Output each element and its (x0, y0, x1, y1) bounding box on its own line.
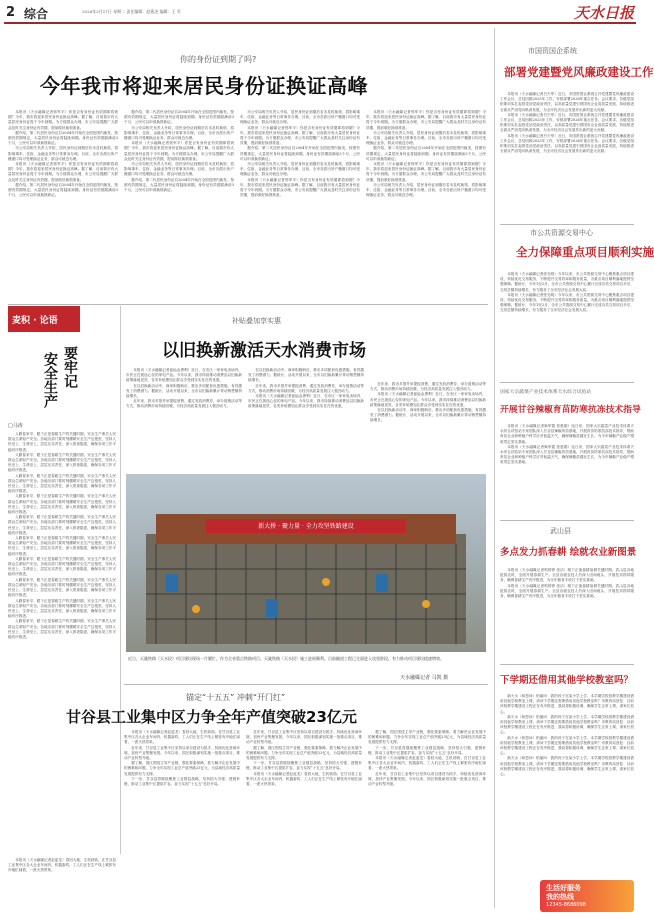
party-para: 本报讯（天水融媒记者吕天军）近日，市国资国企系统召开党建暨党风廉政建设工作会议，总结回顾2025年工作，安排部署2026年重点任务。会议要求，各级党组织要切实扛起管党治党政治责任，以高质量党建引领国有企业高质量发展，持续推进全面从严治党向纵深发展，为全市经济社会发展作出新的更大贡献。 (500, 92, 634, 112)
wushan-para: 本报讯（天水融媒记者郭婷婷 张洁）眼下正值春耕备耕关键时期，武山县各地抢抓农时，全面开展春耕生产。全县各级农技人员深入田间地头，开展技术指导服务，确保春耕生产有序推进，为全年粮食丰收打下坚实基础。 (500, 583, 634, 599)
id-card-para: 据介绍，第二代居民身份证自2004年开始在全国范围内换发，按照有效期规定，大量居民身份证将陆续到期。身份证有效期届满前3个月，公民可以申请换领新证。 (8, 182, 118, 198)
photo-credit: 天水融媒记者 马凯 摄 (400, 675, 449, 681)
wushan-title: 多点发力抓春耕 绘就农业新图景 (500, 547, 637, 558)
party-para: 本报讯（天水融媒记者吕天军）近日，市国资国企系统召开党建暨党风廉政建设工作会议，总结回顾2025年工作，安排部署2026年重点任务。会议要求，各级党组织要切实扛起管党治党政治责任，以高质量党建引领国有企业高质量发展，持续推进全面从严治党向纵深发展，为全市经济社会发展作出新的更大贡献。 (500, 133, 634, 154)
school-body (500, 694, 634, 878)
id-card-para: 市公安局相关负责人介绍，居民身份证到期后若未及时换领，将影响乘车、住宿、金融业务等日常事务办理。目前，全市各派出所户籍窗口均可受理换证业务，群众可就近办理。 (124, 125, 234, 141)
consume-para: 在以旧换新活动中，商家积极响应，推出多项配套优惠措施，有效激发了消费潜力。据统计，活动开展以来，全市以旧换新累计带动销售额持续增长。 (248, 368, 364, 383)
id-card-para: 本报讯（天水融媒记者郭军平）你是否有身份证有效期即将到期？今年，我市将迎来居民身份证换证高峰。据了解，目前我市有大量居民身份证将于今年到期。为方便群众办理，市公安局提醒广大群众及时关注身份证有效期，提前做好换领准备。 (124, 141, 234, 161)
construction-photo (126, 474, 486, 652)
id-card-col3 (240, 110, 360, 300)
id-card-para: 本报讯（天水融媒记者郭军平）你是否有身份证有效期即将到期？今年，我市将迎来居民身份证换证高峰。据了解，目前我市有大量居民身份证将于今年到期。为方便群众办理，市公安局提醒广大群众及时关注身份证有效期，提前做好换领准备。 (366, 162, 486, 182)
consume-banner (368, 366, 482, 378)
anquan-para: 人勤春来早，眼下正是春耕生产的关键时期，安全生产事关人民群众生命财产安全。各地各部门要时刻绷紧安全生产这根弦，坚持人民至上、生命至上，层层压实责任，深入排查隐患，确保各项工作平稳有序推进。 (8, 556, 116, 577)
consume-para: 本报讯（天水融媒记者崔灿金勇利）近日，在市区一家家电卖场内，市民正在挑选心仪的家电产品。今年以来，我市持续推动消费品以旧换新政策落地见效，各类补贴叠加让群众享受到实实在在的优惠。 (248, 394, 364, 409)
resources-para: 本报讯（天水融媒记者张光明）今年以来，市公共资源交易中心聚焦重点项目建设，持续优化交易服务，不断提升交易效率和服务质量，为重点项目顺利落地提供坚强保障。据统计，今年1至2月，全市公共资源交易中心累计完成各类交易项目多宗，交易总额持续增长，有力服务了全市经济社会发展大局。 (500, 292, 634, 313)
consume-kicker: 补贴叠加享实惠 (232, 317, 281, 325)
id-card-col2 (124, 110, 234, 300)
consume-para: 近年来，我市多措并举提振消费，通过发放消费券、举办促销活动等方式，推动消费市场持续回暖，为经济高质量发展注入强劲动力。 (126, 399, 242, 409)
id-card-para: 市公安局相关负责人介绍，居民身份证到期后若未及时换领，将影响乘车、住宿、金融业务等日常事务办理。目前，全市各派出所户籍窗口均可受理换证业务，群众可就近办理。 (366, 130, 486, 146)
industry-para: 本报讯（天水融媒记者赵蓝龙）春回大地，生机勃勃。在甘谷县工业集中区各大企业车间内，机器轰鸣，工人们正在生产线上紧张有序地忙碌着，一派火热景象。 (124, 730, 240, 745)
page-number: 2 (6, 5, 16, 20)
consume-title: 以旧换新激活天水消费市场 (162, 341, 366, 361)
id-card-para: 本报讯（天水融媒记者郭军平）你是否有身份证有效期即将到期？今年，我市将迎来居民身份证换证高峰。据了解，目前我市有大量居民身份证将于今年到期。为方便群众办理，市公安局提醒广大群众及时关注身份证有效期，提前做好换领准备。 (240, 125, 360, 146)
industry-para: 据了解，园区围绕主导产业链，强化要素保障，着力解决企业发展中的困难和问题，力争全年实现工业总产值突破23亿元，为县域经济高质量发展提供有力支撑。 (246, 745, 362, 761)
id-card-para: 市公安局相关负责人介绍，居民身份证到期后若未及时换领，将影响乘车、住宿、金融业务等日常事务办理。目前，全市各派出所户籍窗口均可受理换证业务，群众可就近办理。 (8, 146, 118, 161)
industry-kicker: 锚定“十五五” 冲刺“开门红” (186, 693, 286, 702)
industry-para: 本报讯（天水融媒记者赵蓝龙）春回大地，生机勃勃。在甘谷县工业集中区各大企业车间内，机器轰鸣，工人们正在生产线上紧张有序地忙碌着，一派火热景象。 (246, 771, 362, 787)
ad-line1: 生活好服务 (546, 884, 581, 892)
anquan-para: 人勤春来早，眼下正是春耕生产的关键时期，安全生产事关人民群众生命财产安全。各地各部门要时刻绷紧安全生产这根弦，坚持人民至上、生命至上，层层压实责任，深入排查隐患，确保各项工作平稳有序推进。 (8, 598, 116, 619)
school-title: 下学期还借用其他学校教室吗？ (500, 675, 634, 686)
consume-para: 本报讯（天水融媒记者崔灿金勇利）近日，在市区一家家电卖场内，市民正在挑选心仪的家电产品。今年以来，我市持续推动消费品以旧换新政策落地见效，各类补贴叠加让群众享受到实实在在的优惠。 (126, 368, 242, 383)
industry-para: 下一步，甘谷县将继续聚焦工业强县战略，坚持招大引强、建链补链，推动工业集中区提质扩容，奋力实现“十五五”良好开局。 (246, 761, 362, 771)
industry-col0 (8, 858, 116, 912)
wushan-para: 本报讯（天水融媒记者郭婷婷 张洁）眼下正值春耕备耕关键时期，武山县各地抢抓农时，全面开展春耕生产。全县各级农技人员深入田间地头，开展技术指导服务，确保春耕生产有序推进，为全年粮食丰收打下坚实基础。 (500, 568, 634, 583)
school-para: 新天水（和您问）柏丽问：我的孩子在某小学上学，本学期学校因教学楼建设借用其他学校教室上课，请问下学期还需要借用其他学校教室吗？市教育局回复：目前该校教学楼建设工程正在有序推进，我局将积极协调，确保学生正常上课，请家长放心。 (500, 714, 634, 735)
consume-para: 近年来，我市多措并举提振消费，通过发放消费券、举办促销活动等方式，推动消费市场持续回暖，为经济高质量发展注入强劲动力。 (370, 382, 486, 392)
anquan-title-b: 要牢记 (62, 346, 78, 388)
anquan-para: 人勤春来早，眼下正是春耕生产的关键时期，安全生产事关人民群众生命财产安全。各地各部门要时刻绷紧安全生产这根弦，坚持人民至上、生命至上，层层压实责任，深入排查隐患，确保各项工作平稳有序推进。 (8, 577, 116, 598)
issue-info: 2026年3月17日 星期二 责任编辑：赵燕芝 编辑：王 军 (82, 9, 181, 14)
id-card-title: 今年我市将迎来居民身份证换证高峰 (40, 74, 368, 98)
industry-para: 下一步，甘谷县将继续聚焦工业强县战略，坚持招大引强、建链补链，推动工业集中区提质扩容，奋力实现“十五五”良好开局。 (368, 745, 486, 755)
anquan-para: 人勤春来早，眼下正是春耕生产的关键时期，安全生产事关人民群众生命财产安全。各地各部门要时刻绷紧安全生产这根弦，坚持人民至上、生命至上，层层压实责任，深入排查隐患，确保各项工作平稳有序推进。 (8, 432, 116, 452)
industry-para: 本报讯（天水融媒记者赵蓝龙）春回大地，生机勃勃。在甘谷县工业集中区各大企业车间内，机器轰鸣，工人们正在生产线上紧张有序地忙碌着，一派火热景象。 (8, 858, 116, 873)
column-tag-text: 麦积 · 论语 (12, 316, 58, 326)
paper-logo: 天水日报 (574, 4, 635, 22)
column-tag (8, 306, 80, 332)
hotline-ad (540, 880, 634, 912)
id-card-para: 据介绍，第二代居民身份证自2004年开始在全国范围内换发，按照有效期规定，大量居民身份证将陆续到期。身份证有效期届满前3个月，公民可以申请换领新证。 (124, 110, 234, 125)
industry-para: 本报讯（天水融媒记者赵蓝龙）春回大地，生机勃勃。在甘谷县工业集中区各大企业车间内，机器轰鸣，工人们正在生产线上紧张有序地忙碌着，一派火热景象。 (368, 756, 486, 771)
industry-para: 据了解，园区围绕主导产业链，强化要素保障，着力解决企业发展中的困难和问题，力争全年实现工业总产值突破23亿元，为县域经济高质量发展提供有力支撑。 (368, 730, 486, 745)
consume-col2 (248, 368, 364, 468)
id-card-para: 市公安局相关负责人介绍，居民身份证到期后若未及时换领，将影响乘车、住宿、金融业务等日常事务办理。目前，全市各派出所户籍窗口均可受理换证业务，群众可就近办理。 (366, 182, 486, 198)
industry-para: 据了解，园区围绕主导产业链，强化要素保障，着力解决企业发展中的困难和问题，力争全年实现工业总产值突破23亿元，为县域经济高质量发展提供有力支撑。 (124, 761, 240, 776)
school-para: 新天水（和您问）柏丽问：我的孩子在某小学上学，本学期学校因教学楼建设借用其他学校教室上课，请问下学期还需要借用其他学校教室吗？市教育局回复：目前该校教学楼建设工程正在有序推进，我局将积极协调，确保学生正常上课，请家长放心。 (500, 735, 634, 756)
id-card-para: 本报讯（天水融媒记者郭军平）你是否有身份证有效期即将到期？今年，我市将迎来居民身份证换证高峰。据了解，目前我市有大量居民身份证将于今年到期。为方便群众办理，市公安局提醒广大群众及时关注身份证有效期，提前做好换领准备。 (240, 177, 360, 198)
resources-kicker: 市公共资源交易中心 (530, 229, 593, 237)
photo-caption: 近日，天陇铁路（天水段）项目建设现场一片繁忙，作为全省重点铁路项目，天陇铁路（天水段）施工进展顺利。目前隧道工程已全面进入攻坚阶段，有力推动项目建设提速增效。 (128, 656, 444, 661)
anquan-author: □马涛 (8, 423, 23, 429)
anquan-para: 人勤春来早，眼下正是春耕生产的关键时期，安全生产事关人民群众生命财产安全。各地各部门要时刻绷紧安全生产这根弦，坚持人民至上、生命至上，层层压实责任，深入排查隐患，确保各项工作平稳有序推进。 (8, 619, 116, 639)
consume-para: 近年来，我市多措并举提振消费，通过发放消费券、举办促销活动等方式，推动消费市场持续回暖，为经济高质量发展注入强劲动力。 (248, 383, 364, 393)
industry-title: 甘谷县工业集中区力争全年产值突破23亿元 (66, 708, 357, 726)
anquan-para: 人勤春来早，眼下正是春耕生产的关键时期，安全生产事关人民群众生命财产安全。各地各部门要时刻绷紧安全生产这根弦，坚持人民至上、生命至上，层层压实责任，深入排查隐患，确保各项工作平稳有序推进。 (8, 473, 116, 494)
id-card-para: 据介绍，第二代居民身份证自2004年开始在全国范围内换发，按照有效期规定，大量居民身份证将陆续到期。身份证有效期届满前3个月，公民可以申请换领新证。 (366, 146, 486, 161)
id-card-kicker: 你的身份证到期了吗? (180, 55, 257, 64)
consume-para: 在以旧换新活动中，商家积极响应，推出多项配套优惠措施，有效激发了消费潜力。据统计，活动开展以来，全市以旧换新累计带动销售额持续增长。 (126, 383, 242, 399)
industry-col1 (124, 730, 240, 912)
anquan-para: 人勤春来早，眼下正是春耕生产的关键时期，安全生产事关人民群众生命财产安全。各地各部门要时刻绷紧安全生产这根弦，坚持人民至上、生命至上，层层压实责任，深入排查隐患，确保各项工作平稳有序推进。 (8, 536, 116, 556)
industry-col2 (246, 730, 362, 912)
id-card-para: 市公安局相关负责人介绍，居民身份证到期后若未及时换领，将影响乘车、住宿、金融业务等日常事务办理。目前，全市各派出所户籍窗口均可受理换证业务，群众可就近办理。 (124, 162, 234, 177)
pepper-para: 本报讯（天水融媒记者柴军霞 张惠娟）连日来，国家大宗蔬菜产业技术体系天水综合试验站专家团队深入甘谷县辣椒育苗基地，开展育苗防寒抗冻技术指导，帮助育苗企业和种植户科学应对低温天气，确保辣椒苗健壮生长，为今年辣椒产业稳产增收奠定坚实基础。 (500, 424, 634, 444)
consume-col1 (126, 368, 242, 468)
pepper-para: 本报讯（天水融媒记者柴军霞 张惠娟）连日来，国家大宗蔬菜产业技术体系天水综合试验站专家团队深入甘谷县辣椒育苗基地，开展育苗防寒抗冻技术指导，帮助育苗企业和种植户科学应对低温天气，确保辣椒苗健壮生长，为今年辣椒产业稳产增收奠定坚实基础。 (500, 444, 634, 465)
resources-body (500, 272, 634, 378)
id-card-para: 本报讯（天水融媒记者郭军平）你是否有身份证有效期即将到期？今年，我市将迎来居民身份证换证高峰。据了解，目前我市有大量居民身份证将于今年到期。为方便群众办理，市公安局提醒广大群众及时关注身份证有效期，提前做好换领准备。 (8, 110, 118, 130)
party-body (500, 92, 634, 222)
consume-col3 (370, 382, 486, 468)
resources-para: 本报讯（天水融媒记者张光明）今年以来，市公共资源交易中心聚焦重点项目建设，持续优化交易服务，不断提升交易效率和服务质量，为重点项目顺利落地提供坚强保障。据统计，今年1至2月，全市公共资源交易中心累计完成各类交易项目多宗，交易总额持续增长，有力服务了全市经济社会发展大局。 (500, 272, 634, 292)
id-card-para: 据介绍，第二代居民身份证自2004年开始在全国范围内换发，按照有效期规定，大量居民身份证将陆续到期。身份证有效期届满前3个月，公民可以申请换领新证。 (8, 130, 118, 146)
pepper-body (500, 424, 634, 516)
anquan-para: 人勤春来早，眼下正是春耕生产的关键时期，安全生产事关人民群众生命财产安全。各地各部门要时刻绷紧安全生产这根弦，坚持人民至上、生命至上，层层压实责任，深入排查隐患，确保各项工作平稳有序推进。 (8, 452, 116, 473)
photo-sign: 新大桥 · 聚力量 · 全力攻坚铁路建设 (258, 523, 354, 530)
id-card-para: 市公安局相关负责人介绍，居民身份证到期后若未及时换领，将影响乘车、住宿、金融业务等日常事务办理。目前，全市各派出所户籍窗口均可受理换证业务，群众可就近办理。 (240, 162, 360, 177)
resources-title: 全力保障重点项目顺利实施 (516, 245, 654, 259)
industry-para: 近年来，甘谷县工业集中区坚持以项目建设为抓手，持续优化营商环境，加快产业集聚发展。今年以来，园区积极谋划实施一批重点项目，推动产业转型升级。 (368, 771, 486, 787)
pepper-kicker: 国家大宗蔬菜产业技术体系天水综合试验站 (500, 390, 592, 395)
id-card-col1 (8, 110, 118, 300)
id-card-para: 据介绍，第二代居民身份证自2004年开始在全国范围内换发，按照有效期规定，大量居民身份证将陆续到期。身份证有效期届满前3个月，公民可以申请换领新证。 (124, 177, 234, 193)
id-card-para: 本报讯（天水融媒记者郭军平）你是否有身份证有效期即将到期？今年，我市将迎来居民身份证换证高峰。据了解，目前我市有大量居民身份证将于今年到期。为方便群众办理，市公安局提醒广大群众及时关注身份证有效期，提前做好换领准备。 (366, 110, 486, 130)
id-card-para: 据介绍，第二代居民身份证自2004年开始在全国范围内换发，按照有效期规定，大量居民身份证将陆续到期。身份证有效期届满前3个月，公民可以申请换领新证。 (240, 146, 360, 161)
anquan-title-a: 安全生产 (42, 352, 58, 408)
school-para: 新天水（和您问）柏丽问：我的孩子在某小学上学，本学期学校因教学楼建设借用其他学校教室上课，请问下学期还需要借用其他学校教室吗？市教育局回复：目前该校教学楼建设工程正在有序推进，我局将积极协调，确保学生正常上课，请家长放心。 (500, 694, 634, 714)
anquan-body (8, 432, 116, 852)
anquan-para: 人勤春来早，眼下正是春耕生产的关键时期，安全生产事关人民群众生命财产安全。各地各部门要时刻绷紧安全生产这根弦，坚持人民至上、生命至上，层层压实责任，深入排查隐患，确保各项工作平稳有序推进。 (8, 494, 116, 515)
ad-line2: 我的热线 (546, 893, 574, 901)
wushan-body (500, 568, 634, 660)
section-name: 综合 (24, 7, 49, 21)
id-card-para: 市公安局相关负责人介绍，居民身份证到期后若未及时换领，将影响乘车、住宿、金融业务等日常事务办理。目前，全市各派出所户籍窗口均可受理换证业务，群众可就近办理。 (240, 110, 360, 125)
id-card-para: 本报讯（天水融媒记者郭军平）你是否有身份证有效期即将到期？今年，我市将迎来居民身份证换证高峰。据了解，目前我市有大量居民身份证将于今年到期。为方便群众办理，市公安局提醒广大群众及时关注身份证有效期，提前做好换领准备。 (8, 162, 118, 182)
consume-para: 本报讯（天水融媒记者崔灿金勇利）近日，在市区一家家电卖场内，市民正在挑选心仪的家电产品。今年以来，我市持续推动消费品以旧换新政策落地见效，各类补贴叠加让群众享受到实实在在的优惠。 (370, 392, 486, 407)
wushan-kicker: 武山县 (550, 527, 571, 535)
industry-col3 (368, 730, 486, 912)
industry-para: 近年来，甘谷县工业集中区坚持以项目建设为抓手，持续优化营商环境，加快产业集聚发展。今年以来，园区积极谋划实施一批重点项目，推动产业转型升级。 (124, 745, 240, 761)
school-para: 新天水（和您问）柏丽问：我的孩子在某小学上学，本学期学校因教学楼建设借用其他学校教室上课，请问下学期还需要借用其他学校教室吗？市教育局回复：目前该校教学楼建设工程正在有序推进，我局将积极协调，确保学生正常上课，请家长放心。 (500, 756, 634, 777)
industry-para: 近年来，甘谷县工业集中区坚持以项目建设为抓手，持续优化营商环境，加快产业集聚发展。今年以来，园区积极谋划实施一批重点项目，推动产业转型升级。 (246, 730, 362, 745)
id-card-col4 (366, 110, 486, 300)
industry-para: 下一步，甘谷县将继续聚焦工业强县战略，坚持招大引强、建链补链，推动工业集中区提质扩容，奋力实现“十五五”良好开局。 (124, 776, 240, 787)
pepper-title: 开展甘谷辣椒育苗防寒抗冻技术指导 (500, 405, 641, 415)
party-para: 本报讯（天水融媒记者吕天军）近日，市国资国企系统召开党建暨党风廉政建设工作会议，总结回顾2025年工作，安排部署2026年重点任务。会议要求，各级党组织要切实扛起管党治党政治责任，以高质量党建引领国有企业高质量发展，持续推进全面从严治党向纵深发展，为全市经济社会发展作出新的更大贡献。 (500, 112, 634, 133)
ad-tel: 12345-8686098 (546, 902, 586, 908)
party-title: 部署党建暨党风廉政建设工作 (504, 65, 654, 79)
party-kicker: 市国资国企系统 (528, 47, 577, 55)
anquan-para: 人勤春来早，眼下正是春耕生产的关键时期，安全生产事关人民群众生命财产安全。各地各部门要时刻绷紧安全生产这根弦，坚持人民至上、生命至上，层层压实责任，深入排查隐患，确保各项工作平稳有序推进。 (8, 515, 116, 535)
consume-para: 在以旧换新活动中，商家积极响应，推出多项配套优惠措施，有效激发了消费潜力。据统计，活动开展以来，全市以旧换新累计带动销售额持续增长。 (370, 408, 486, 423)
